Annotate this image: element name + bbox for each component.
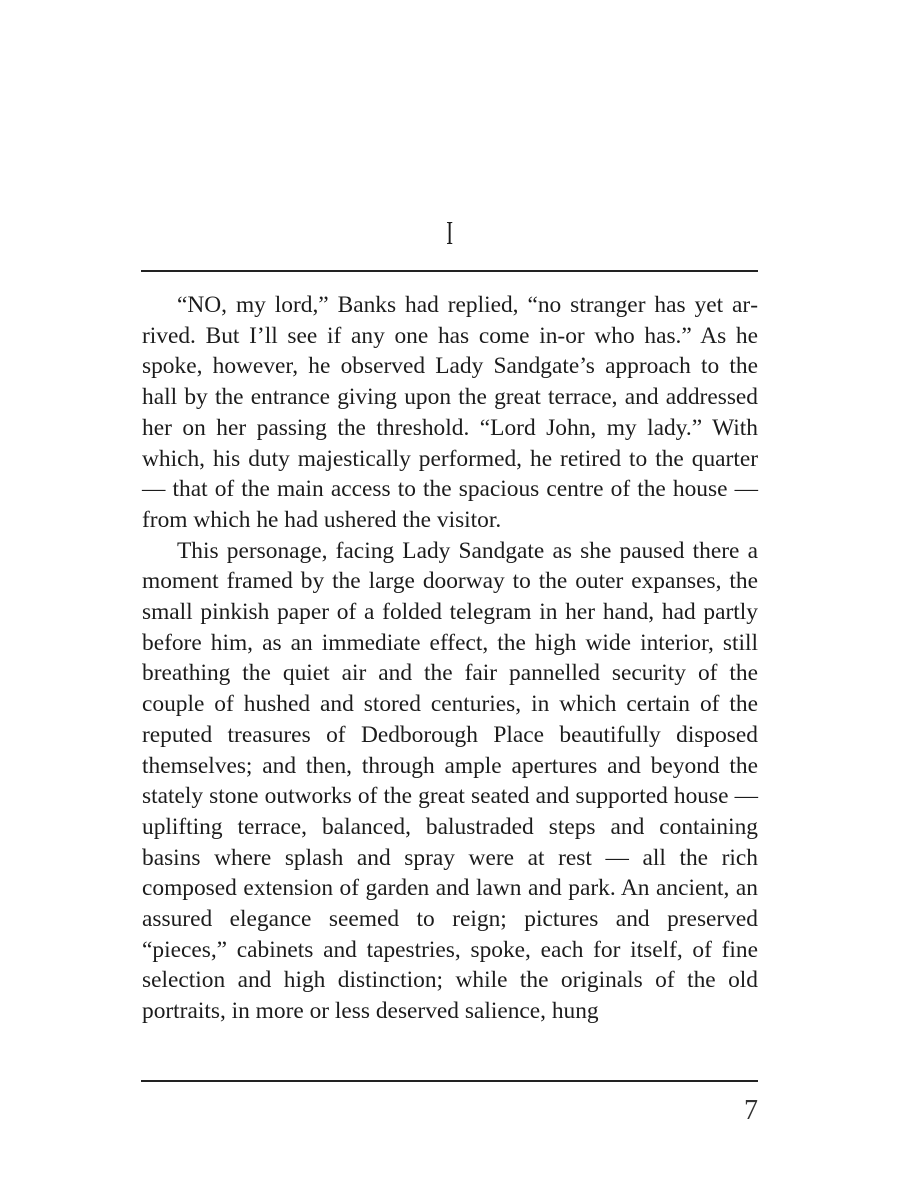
body-text: [142, 290, 758, 1027]
chapter-number: I: [446, 215, 454, 252]
top-rule-divider: [141, 270, 758, 272]
paragraph-2: This personage, facing Lady Sandgate as she paused there a moment framed by the large doorway to the outer expanses, the small pinkish paper of a folded telegram in her hand, had partly before him, as an immediate effect, the high wide interior, still breathing the quiet air and the fair pannelled security of the couple of hushed and stored centuries, in which certain of the reputed treasures of Dedborough Place beautifully disposed themselves; and then, through ample apertures and beyond the stately stone outworks of the great seated and supported house — uplifting terrace, balanced, balustraded steps and containing basins where splash and spray were at rest — all the rich composed extension of garden and lawn and park. An ancient, an assured elegance seemed to reign; pictures and preserved “pieces,” cabinets and tapestries, spoke, each for itself, of fine selection and high distinction; while the originals of the old portraits, in more or less deserved salience, hung: [142, 537, 758, 1025]
page-number: 7: [744, 1095, 758, 1126]
paragraph-1: “NO, my lord,” Banks had replied, “no stranger has yet arrived. But I’ll see if any one has come in-or who has.” As he spoke, however, he observed Lady Sandgate’s approach to the hall by the entrance giving upon the great terrace, and addressed her on her passing the threshold. “Lord John, my lady.” With which, his duty majestically performed, he retired to the quarter — that of the main access to the spacious centre of the house — from which he had ushered the visitor.: [142, 292, 758, 533]
bottom-rule-divider: [141, 1080, 758, 1082]
